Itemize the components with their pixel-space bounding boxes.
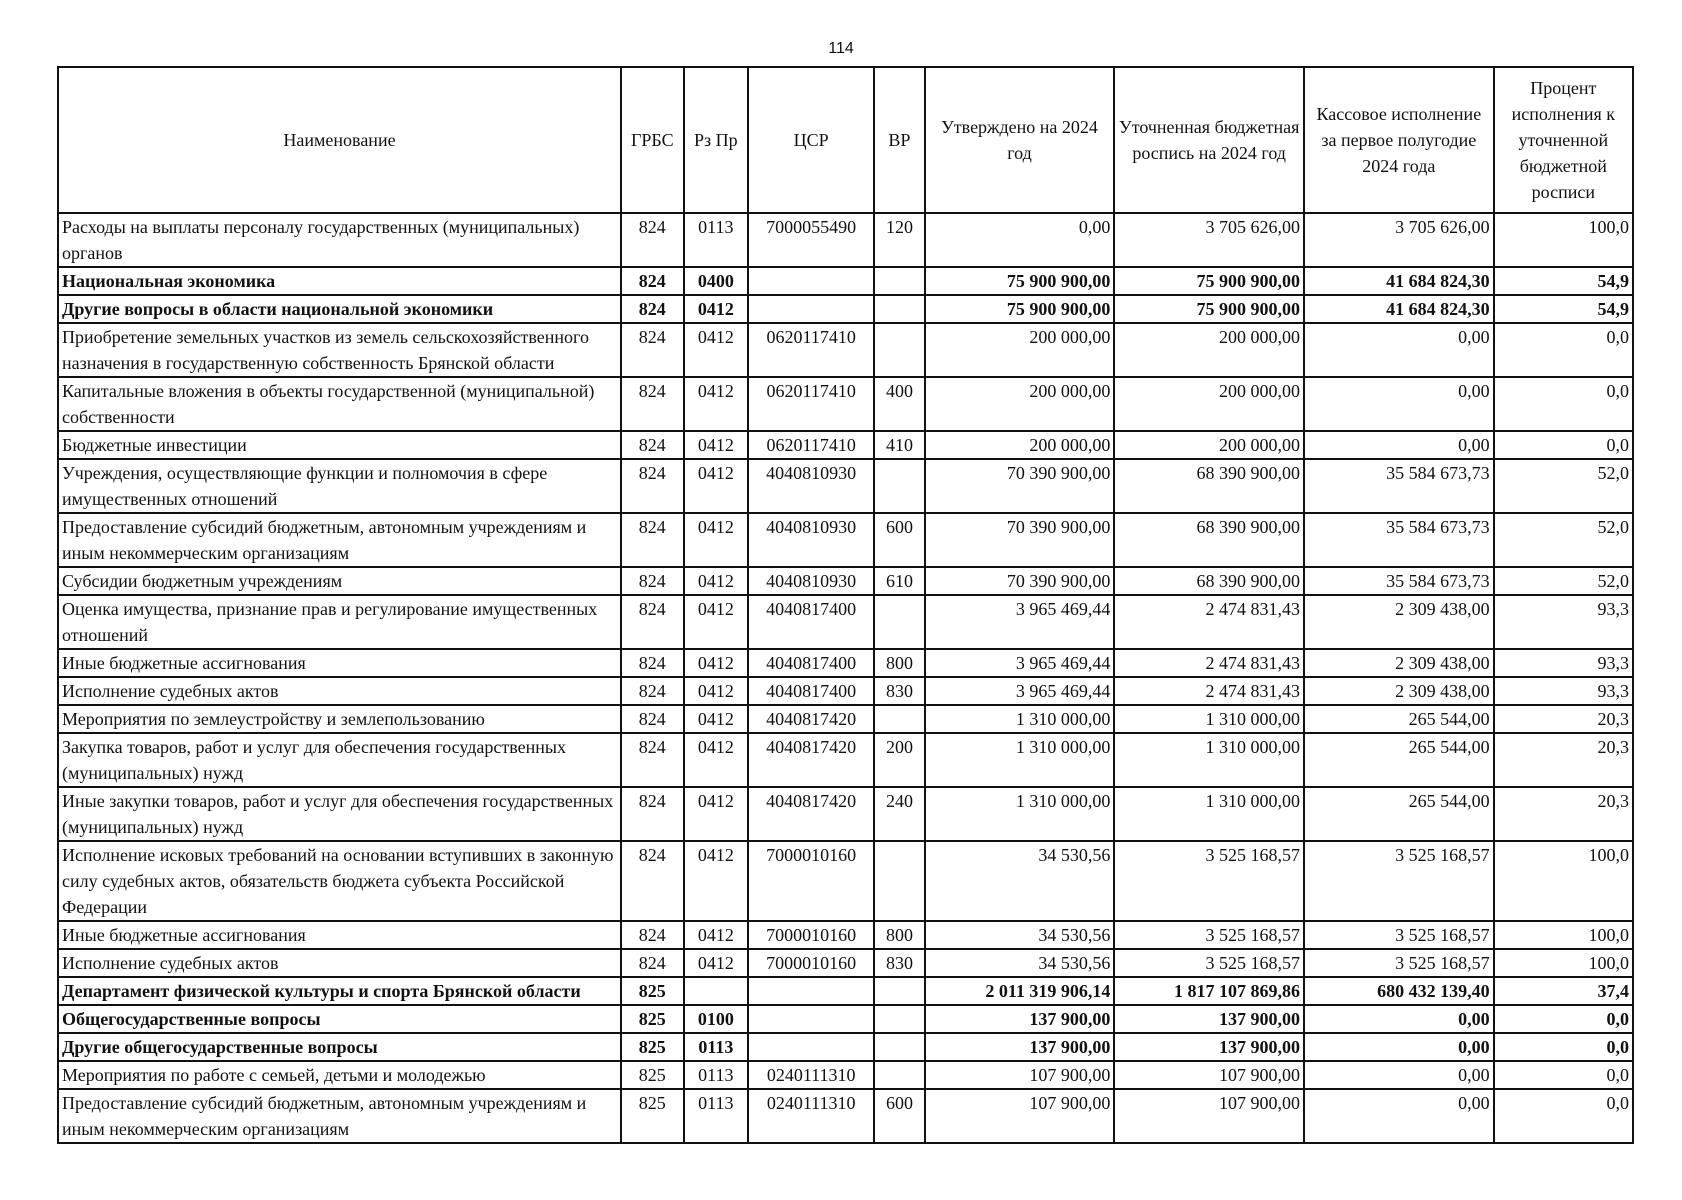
header-refined: Уточненная бюджетная роспись на 2024 год <box>1114 67 1304 213</box>
cell-csr: 0620117410 <box>748 323 874 377</box>
cell-csr: 4040817420 <box>748 705 874 733</box>
cell-cash: 3 525 168,57 <box>1304 921 1494 949</box>
cell-cash: 0,00 <box>1304 1089 1494 1143</box>
cell-rzpr: 0100 <box>684 1005 749 1033</box>
cell-percent: 93,3 <box>1494 649 1633 677</box>
cell-refined: 68 390 900,00 <box>1114 459 1304 513</box>
cell-grbs: 824 <box>621 567 684 595</box>
cell-refined: 2 474 831,43 <box>1114 649 1304 677</box>
cell-refined: 200 000,00 <box>1114 377 1304 431</box>
cell-grbs: 825 <box>621 1061 684 1089</box>
cell-csr: 0620117410 <box>748 431 874 459</box>
cell-name: Национальная экономика <box>58 267 621 295</box>
cell-csr: 7000055490 <box>748 213 874 267</box>
cell-rzpr: 0412 <box>684 841 749 921</box>
cell-name: Другие общегосударственные вопросы <box>58 1033 621 1061</box>
cell-name: Исполнение судебных актов <box>58 677 621 705</box>
cell-vr <box>874 459 924 513</box>
cell-cash: 0,00 <box>1304 323 1494 377</box>
cell-refined: 75 900 900,00 <box>1114 295 1304 323</box>
cell-csr <box>748 1005 874 1033</box>
cell-cash: 0,00 <box>1304 377 1494 431</box>
cell-percent: 0,0 <box>1494 431 1633 459</box>
table-row <box>58 705 1633 733</box>
cell-refined: 3 525 168,57 <box>1114 949 1304 977</box>
table-row <box>58 1005 1633 1033</box>
cell-name: Департамент физической культуры и спорта Брянской области <box>58 977 621 1005</box>
cell-csr: 0620117410 <box>748 377 874 431</box>
cell-vr <box>874 1005 924 1033</box>
cell-vr: 800 <box>874 649 924 677</box>
cell-name: Другие вопросы в области национальной экономики <box>58 295 621 323</box>
cell-csr: 4040817400 <box>748 595 874 649</box>
cell-cash: 3 525 168,57 <box>1304 841 1494 921</box>
cell-approved: 2 011 319 906,14 <box>925 977 1115 1005</box>
cell-approved: 1 310 000,00 <box>925 733 1115 787</box>
cell-cash: 2 309 438,00 <box>1304 595 1494 649</box>
cell-rzpr: 0412 <box>684 377 749 431</box>
table-row <box>58 377 1633 431</box>
cell-grbs: 824 <box>621 513 684 567</box>
table-row <box>58 733 1633 787</box>
cell-name: Субсидии бюджетным учреждениям <box>58 567 621 595</box>
cell-approved: 34 530,56 <box>925 949 1115 977</box>
cell-approved: 107 900,00 <box>925 1089 1115 1143</box>
cell-percent: 0,0 <box>1494 1089 1633 1143</box>
cell-rzpr: 0412 <box>684 733 749 787</box>
cell-grbs: 824 <box>621 787 684 841</box>
cell-percent: 0,0 <box>1494 323 1633 377</box>
cell-refined: 68 390 900,00 <box>1114 513 1304 567</box>
cell-csr: 7000010160 <box>748 841 874 921</box>
cell-grbs: 824 <box>621 377 684 431</box>
cell-refined: 137 900,00 <box>1114 1005 1304 1033</box>
header-vr: ВР <box>874 67 924 213</box>
cell-approved: 137 900,00 <box>925 1005 1115 1033</box>
table-row <box>58 841 1633 921</box>
cell-grbs: 824 <box>621 677 684 705</box>
cell-percent: 0,0 <box>1494 1033 1633 1061</box>
cell-vr <box>874 705 924 733</box>
cell-name: Исполнение судебных актов <box>58 949 621 977</box>
cell-name: Иные закупки товаров, работ и услуг для обеспечения государственных (муниципальных) нужд <box>58 787 621 841</box>
table-row <box>58 513 1633 567</box>
cell-name: Приобретение земельных участков из земель сельскохозяйственного назначения в государственную собственность Брянской области <box>58 323 621 377</box>
cell-cash: 265 544,00 <box>1304 705 1494 733</box>
cell-percent: 100,0 <box>1494 949 1633 977</box>
header-grbs: ГРБС <box>621 67 684 213</box>
cell-csr <box>748 1033 874 1061</box>
cell-rzpr: 0412 <box>684 921 749 949</box>
cell-percent: 54,9 <box>1494 267 1633 295</box>
cell-approved: 34 530,56 <box>925 841 1115 921</box>
cell-refined: 3 525 168,57 <box>1114 841 1304 921</box>
cell-vr: 830 <box>874 949 924 977</box>
cell-vr: 600 <box>874 1089 924 1143</box>
cell-csr <box>748 977 874 1005</box>
cell-approved: 0,00 <box>925 213 1115 267</box>
cell-refined: 107 900,00 <box>1114 1061 1304 1089</box>
cell-percent: 37,4 <box>1494 977 1633 1005</box>
cell-cash: 265 544,00 <box>1304 787 1494 841</box>
cell-name: Мероприятия по землеустройству и землепользованию <box>58 705 621 733</box>
cell-grbs: 824 <box>621 431 684 459</box>
cell-rzpr: 0412 <box>684 677 749 705</box>
cell-approved: 70 390 900,00 <box>925 567 1115 595</box>
cell-rzpr: 0113 <box>684 213 749 267</box>
table-row <box>58 921 1633 949</box>
header-name: Наименование <box>58 67 621 213</box>
cell-percent: 93,3 <box>1494 677 1633 705</box>
cell-rzpr: 0113 <box>684 1089 749 1143</box>
cell-percent: 20,3 <box>1494 787 1633 841</box>
cell-vr <box>874 1061 924 1089</box>
cell-refined: 75 900 900,00 <box>1114 267 1304 295</box>
cell-approved: 34 530,56 <box>925 921 1115 949</box>
budget-table <box>57 66 1634 1144</box>
cell-percent: 52,0 <box>1494 513 1633 567</box>
cell-percent: 52,0 <box>1494 567 1633 595</box>
cell-approved: 200 000,00 <box>925 377 1115 431</box>
cell-vr: 610 <box>874 567 924 595</box>
cell-rzpr: 0412 <box>684 323 749 377</box>
cell-rzpr: 0113 <box>684 1033 749 1061</box>
table-row <box>58 567 1633 595</box>
cell-cash: 0,00 <box>1304 1033 1494 1061</box>
cell-grbs: 825 <box>621 977 684 1005</box>
cell-csr: 7000010160 <box>748 921 874 949</box>
cell-csr: 0240111310 <box>748 1061 874 1089</box>
cell-vr <box>874 977 924 1005</box>
table-header-row <box>58 67 1633 213</box>
cell-vr <box>874 295 924 323</box>
cell-percent: 54,9 <box>1494 295 1633 323</box>
cell-approved: 3 965 469,44 <box>925 649 1115 677</box>
cell-grbs: 824 <box>621 921 684 949</box>
cell-csr: 4040810930 <box>748 459 874 513</box>
cell-name: Мероприятия по работе с семьей, детьми и молодежью <box>58 1061 621 1089</box>
cell-percent: 0,0 <box>1494 377 1633 431</box>
cell-cash: 35 584 673,73 <box>1304 513 1494 567</box>
cell-approved: 1 310 000,00 <box>925 787 1115 841</box>
cell-approved: 75 900 900,00 <box>925 295 1115 323</box>
cell-cash: 2 309 438,00 <box>1304 677 1494 705</box>
cell-cash: 0,00 <box>1304 431 1494 459</box>
cell-percent: 20,3 <box>1494 733 1633 787</box>
cell-refined: 1 817 107 869,86 <box>1114 977 1304 1005</box>
cell-rzpr: 0400 <box>684 267 749 295</box>
cell-grbs: 824 <box>621 649 684 677</box>
table-row <box>58 213 1633 267</box>
cell-vr <box>874 841 924 921</box>
cell-percent: 0,0 <box>1494 1061 1633 1089</box>
header-cash: Кассовое исполнение за первое полугодие 2024 года <box>1304 67 1494 213</box>
cell-vr <box>874 267 924 295</box>
cell-cash: 680 432 139,40 <box>1304 977 1494 1005</box>
cell-name: Иные бюджетные ассигнования <box>58 921 621 949</box>
table-row <box>58 595 1633 649</box>
cell-name: Капитальные вложения в объекты государственной (муниципальной) собственности <box>58 377 621 431</box>
cell-grbs: 824 <box>621 213 684 267</box>
cell-name: Общегосударственные вопросы <box>58 1005 621 1033</box>
cell-grbs: 825 <box>621 1005 684 1033</box>
cell-vr: 120 <box>874 213 924 267</box>
cell-grbs: 824 <box>621 949 684 977</box>
cell-csr: 4040817400 <box>748 649 874 677</box>
cell-cash: 41 684 824,30 <box>1304 267 1494 295</box>
cell-refined: 68 390 900,00 <box>1114 567 1304 595</box>
cell-csr: 4040810930 <box>748 513 874 567</box>
table-row <box>58 977 1633 1005</box>
cell-grbs: 824 <box>621 459 684 513</box>
cell-vr: 410 <box>874 431 924 459</box>
cell-rzpr: 0412 <box>684 649 749 677</box>
header-csr: ЦСР <box>748 67 874 213</box>
cell-grbs: 824 <box>621 733 684 787</box>
cell-rzpr: 0412 <box>684 567 749 595</box>
cell-grbs: 824 <box>621 705 684 733</box>
cell-cash: 3 705 626,00 <box>1304 213 1494 267</box>
cell-name: Расходы на выплаты персоналу государственных (муниципальных) органов <box>58 213 621 267</box>
cell-cash: 3 525 168,57 <box>1304 949 1494 977</box>
cell-vr <box>874 1033 924 1061</box>
cell-approved: 3 965 469,44 <box>925 595 1115 649</box>
cell-vr: 600 <box>874 513 924 567</box>
cell-csr: 7000010160 <box>748 949 874 977</box>
cell-name: Предоставление субсидий бюджетным, автономным учреждениям и иным некоммерческим организациям <box>58 1089 621 1143</box>
cell-csr <box>748 295 874 323</box>
cell-vr: 200 <box>874 733 924 787</box>
cell-name: Учреждения, осуществляющие функции и полномочия в сфере имущественных отношений <box>58 459 621 513</box>
cell-name: Иные бюджетные ассигнования <box>58 649 621 677</box>
table-row <box>58 459 1633 513</box>
cell-name: Предоставление субсидий бюджетным, автономным учреждениям и иным некоммерческим организациям <box>58 513 621 567</box>
cell-csr: 4040817400 <box>748 677 874 705</box>
cell-refined: 2 474 831,43 <box>1114 595 1304 649</box>
header-approved: Утверждено на 2024 год <box>925 67 1115 213</box>
cell-csr: 4040817420 <box>748 733 874 787</box>
cell-name: Закупка товаров, работ и услуг для обеспечения государственных (муниципальных) нужд <box>58 733 621 787</box>
cell-percent: 52,0 <box>1494 459 1633 513</box>
cell-grbs: 824 <box>621 841 684 921</box>
cell-percent: 100,0 <box>1494 213 1633 267</box>
cell-refined: 2 474 831,43 <box>1114 677 1304 705</box>
cell-approved: 75 900 900,00 <box>925 267 1115 295</box>
cell-vr: 400 <box>874 377 924 431</box>
table-row <box>58 787 1633 841</box>
cell-rzpr: 0412 <box>684 431 749 459</box>
header-percent: Процент исполнения к уточненной бюджетной росписи <box>1494 67 1633 213</box>
cell-cash: 41 684 824,30 <box>1304 295 1494 323</box>
cell-vr: 830 <box>874 677 924 705</box>
cell-rzpr: 0113 <box>684 1061 749 1089</box>
cell-csr: 0240111310 <box>748 1089 874 1143</box>
cell-vr <box>874 323 924 377</box>
cell-rzpr: 0412 <box>684 595 749 649</box>
cell-name: Оценка имущества, признание прав и регулирование имущественных отношений <box>58 595 621 649</box>
table-row <box>58 323 1633 377</box>
cell-vr: 800 <box>874 921 924 949</box>
cell-name: Бюджетные инвестиции <box>58 431 621 459</box>
cell-cash: 0,00 <box>1304 1005 1494 1033</box>
cell-rzpr <box>684 977 749 1005</box>
cell-percent: 93,3 <box>1494 595 1633 649</box>
cell-approved: 70 390 900,00 <box>925 513 1115 567</box>
cell-grbs: 825 <box>621 1033 684 1061</box>
table-row <box>58 1033 1633 1061</box>
cell-vr <box>874 595 924 649</box>
cell-approved: 3 965 469,44 <box>925 677 1115 705</box>
cell-refined: 3 525 168,57 <box>1114 921 1304 949</box>
cell-csr: 4040810930 <box>748 567 874 595</box>
cell-refined: 1 310 000,00 <box>1114 705 1304 733</box>
table-row <box>58 949 1633 977</box>
cell-approved: 200 000,00 <box>925 323 1115 377</box>
cell-grbs: 824 <box>621 267 684 295</box>
cell-rzpr: 0412 <box>684 295 749 323</box>
cell-vr: 240 <box>874 787 924 841</box>
table-row <box>58 267 1633 295</box>
cell-percent: 100,0 <box>1494 841 1633 921</box>
cell-refined: 1 310 000,00 <box>1114 733 1304 787</box>
cell-cash: 35 584 673,73 <box>1304 459 1494 513</box>
table-row <box>58 295 1633 323</box>
cell-approved: 70 390 900,00 <box>925 459 1115 513</box>
cell-refined: 1 310 000,00 <box>1114 787 1304 841</box>
cell-refined: 200 000,00 <box>1114 323 1304 377</box>
table-body <box>58 213 1633 1143</box>
page-number: 114 <box>828 40 854 57</box>
cell-approved: 137 900,00 <box>925 1033 1115 1061</box>
table-row <box>58 431 1633 459</box>
cell-rzpr: 0412 <box>684 787 749 841</box>
cell-cash: 265 544,00 <box>1304 733 1494 787</box>
cell-refined: 137 900,00 <box>1114 1033 1304 1061</box>
cell-grbs: 825 <box>621 1089 684 1143</box>
cell-refined: 200 000,00 <box>1114 431 1304 459</box>
cell-csr: 4040817420 <box>748 787 874 841</box>
cell-percent: 100,0 <box>1494 921 1633 949</box>
table-row <box>58 1061 1633 1089</box>
table-row <box>58 1089 1633 1143</box>
cell-rzpr: 0412 <box>684 513 749 567</box>
cell-rzpr: 0412 <box>684 705 749 733</box>
cell-cash: 0,00 <box>1304 1061 1494 1089</box>
cell-grbs: 824 <box>621 323 684 377</box>
cell-approved: 1 310 000,00 <box>925 705 1115 733</box>
table-row <box>58 649 1633 677</box>
cell-percent: 0,0 <box>1494 1005 1633 1033</box>
cell-cash: 35 584 673,73 <box>1304 567 1494 595</box>
cell-refined: 107 900,00 <box>1114 1089 1304 1143</box>
cell-approved: 107 900,00 <box>925 1061 1115 1089</box>
cell-name: Исполнение исковых требований на основании вступивших в законную силу судебных актов, обязательств бюджета субъекта Российской Федерации <box>58 841 621 921</box>
cell-csr <box>748 267 874 295</box>
cell-rzpr: 0412 <box>684 949 749 977</box>
cell-cash: 2 309 438,00 <box>1304 649 1494 677</box>
cell-approved: 200 000,00 <box>925 431 1115 459</box>
cell-refined: 3 705 626,00 <box>1114 213 1304 267</box>
cell-rzpr: 0412 <box>684 459 749 513</box>
header-rzpr: Рз Пр <box>684 67 749 213</box>
cell-percent: 20,3 <box>1494 705 1633 733</box>
cell-grbs: 824 <box>621 295 684 323</box>
table-row <box>58 677 1633 705</box>
cell-grbs: 824 <box>621 595 684 649</box>
